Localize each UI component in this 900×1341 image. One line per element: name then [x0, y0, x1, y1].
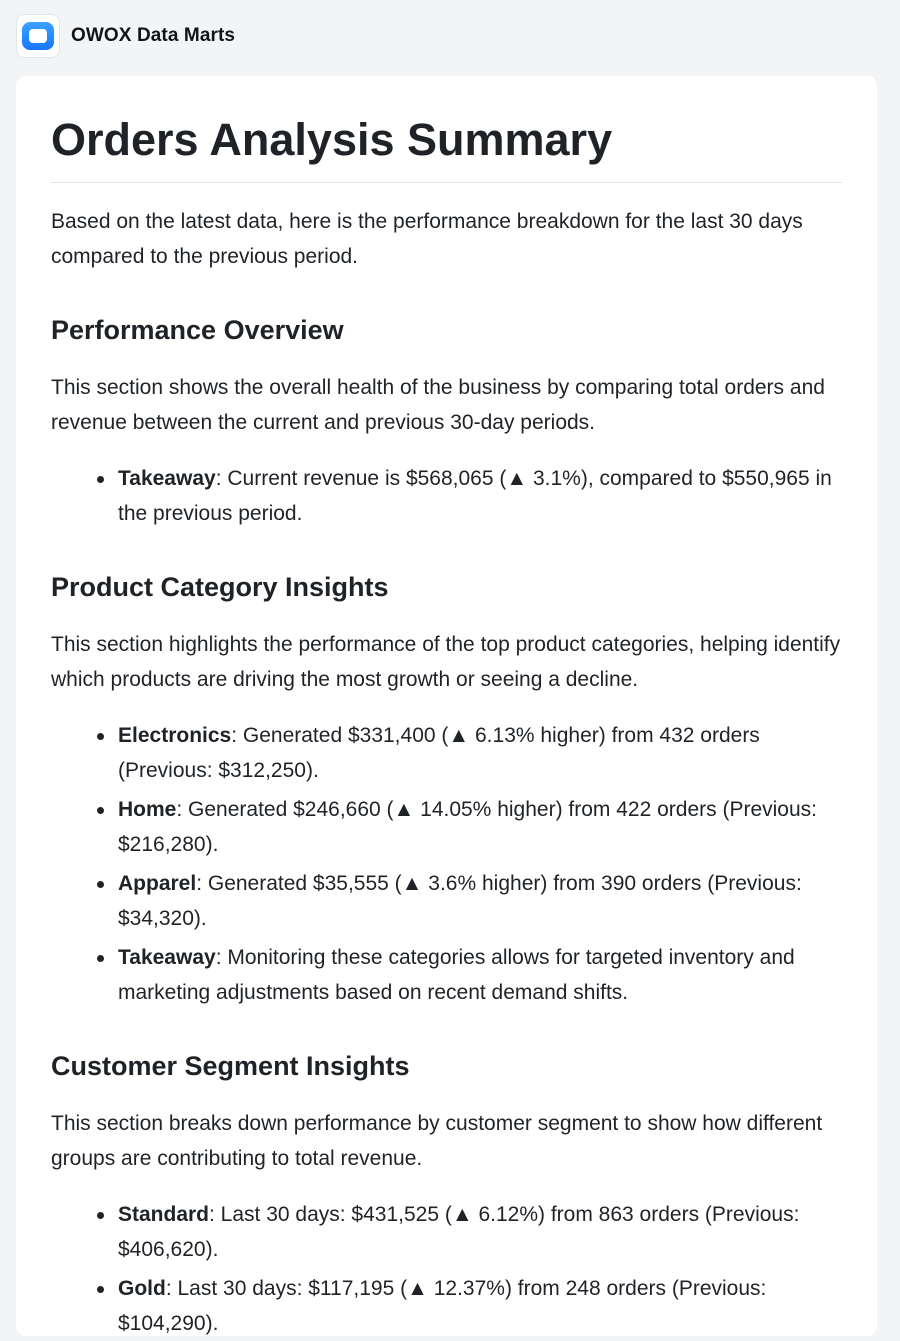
bullet-text: : Last 30 days: $431,525 (▲ 6.12%) from 863 orders (Previous: $406,620). [118, 1203, 800, 1261]
intro-paragraph: Based on the latest data, here is the performance breakdown for the last 30 days compared to the previous period. [51, 210, 803, 268]
section-heading-performance-overview: Performance Overview [51, 315, 344, 345]
section-description: This section breaks down performance by customer segment to show how different groups are contributing to total revenue. [51, 1112, 823, 1170]
list-item [118, 867, 842, 936]
bullet-text: : Monitoring these categories allows for targeted inventory and marketing adjustments based on recent demand shifts. [118, 946, 795, 1004]
bullet-list [51, 719, 842, 1010]
bullet-label: Home [118, 798, 177, 821]
list-item [118, 793, 842, 862]
list-item [118, 941, 842, 1010]
bullet-text: : Generated $331,400 (▲ 6.13% higher) from 432 orders (Previous: $312,250). [118, 724, 760, 782]
bullet-text: : Last 30 days: $117,195 (▲ 12.37%) from 248 orders (Previous: $104,290). [118, 1277, 767, 1335]
bullet-label: Standard [118, 1203, 210, 1226]
bullet-label: Gold [118, 1277, 166, 1300]
bullet-text: : Current revenue is $568,065 (▲ 3.1%), compared to $550,965 in the previous period. [118, 467, 832, 525]
bullet-label: Takeaway [118, 946, 216, 969]
section-description: This section highlights the performance of the top product categories, helping identify which products are driving the most growth or seeing a decline. [51, 633, 841, 691]
list-item [118, 719, 842, 788]
bullet-label: Apparel [118, 872, 197, 895]
bullet-list [51, 462, 842, 531]
bullet-label: Takeaway [118, 467, 216, 490]
section-heading-customer-segment-insights: Customer Segment Insights [51, 1051, 410, 1081]
bullet-label: Electronics [118, 724, 232, 747]
bullet-text: : Generated $35,555 (▲ 3.6% higher) from 390 orders (Previous: $34,320). [118, 872, 802, 930]
owox-logo-icon[interactable] [16, 14, 60, 58]
list-item [118, 1198, 842, 1267]
app-header [16, 14, 235, 58]
report-card [16, 76, 877, 1336]
section-heading-product-category-insights: Product Category Insights [51, 572, 389, 602]
bullet-text: : Generated $246,660 (▲ 14.05% higher) from 422 orders (Previous: $216,280). [118, 798, 817, 856]
list-item [118, 462, 842, 531]
section-description: This section shows the overall health of the business by comparing total orders and revenue between the current and previous 30-day periods. [51, 376, 825, 434]
bullet-list [51, 1198, 842, 1341]
app-name: OWOX Data Marts [71, 25, 236, 46]
list-item [118, 1272, 842, 1341]
page-title: Orders Analysis Summary [51, 112, 842, 183]
